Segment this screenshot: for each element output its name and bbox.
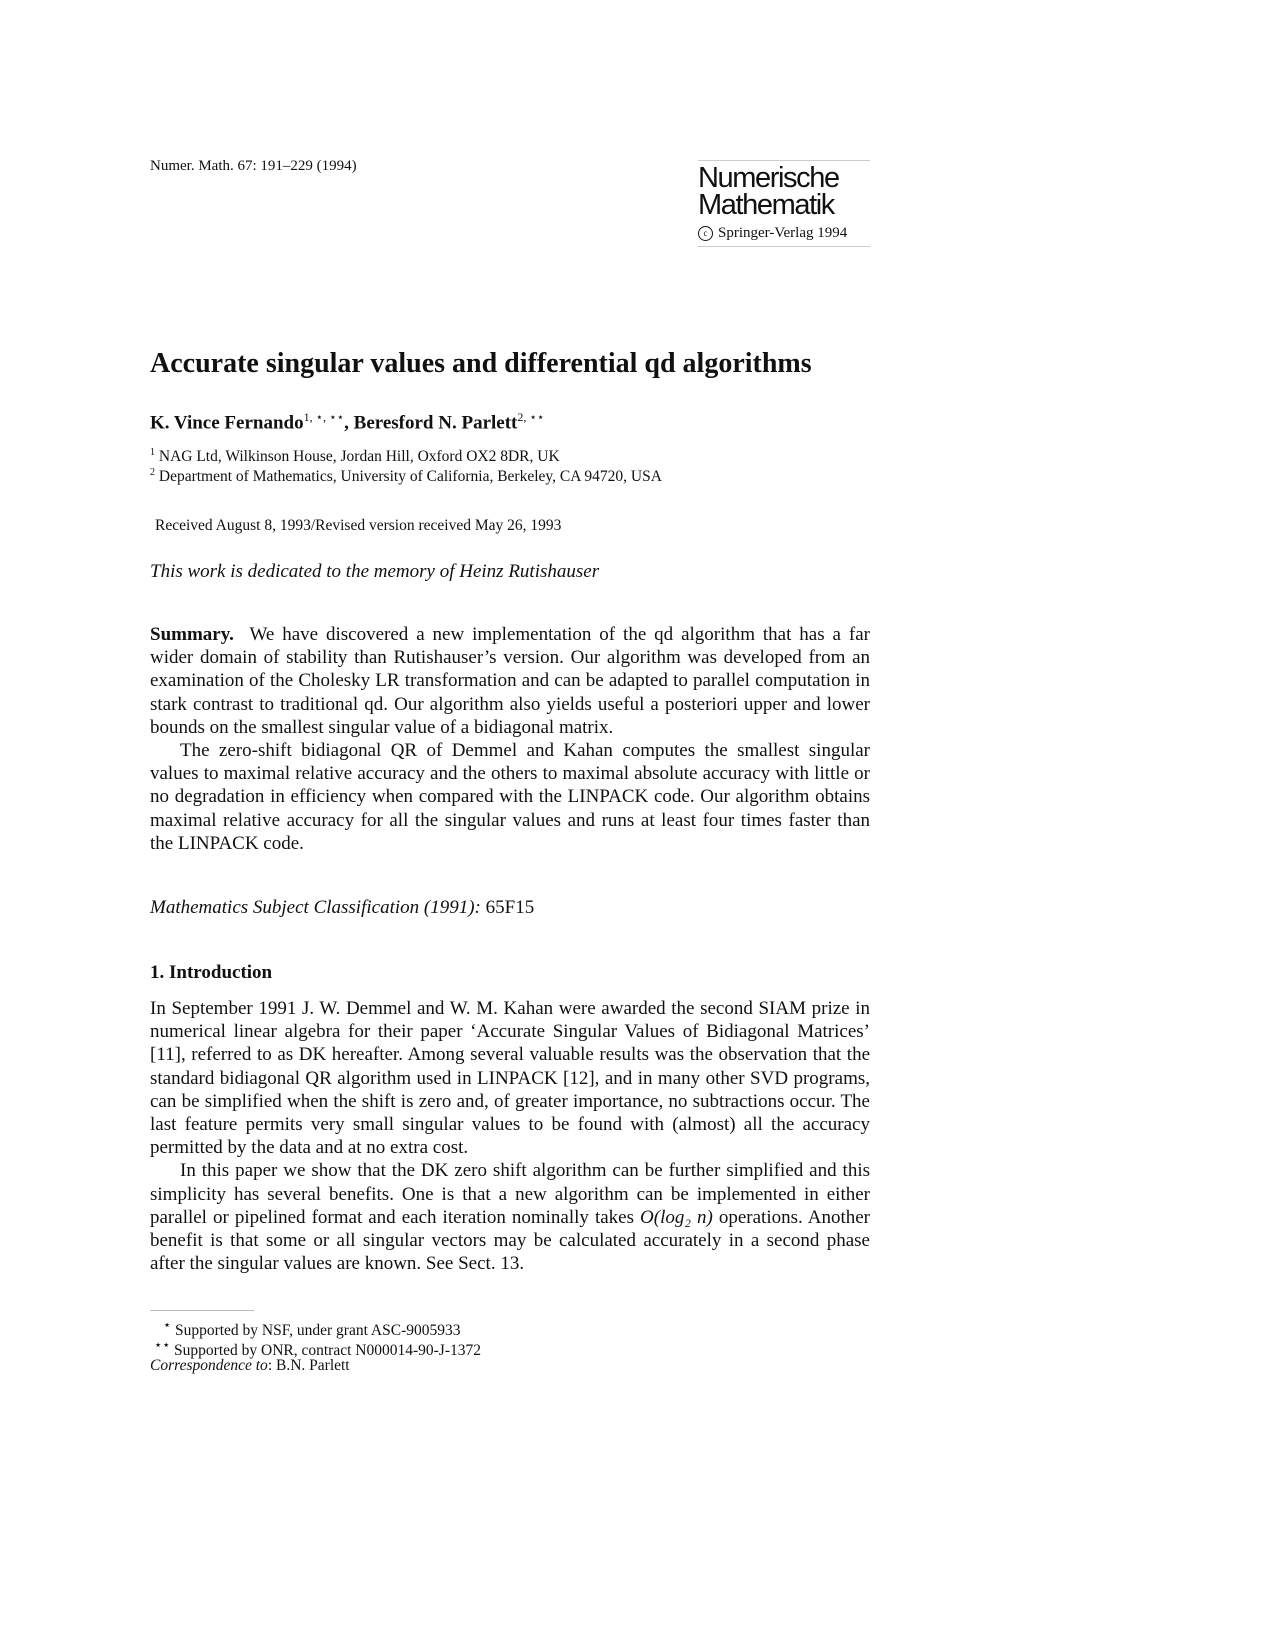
journal-citation: Numer. Math. 67: 191–229 (1994) xyxy=(150,158,357,174)
summary xyxy=(150,623,870,855)
affiliation-mark: 1 xyxy=(150,447,155,458)
author-name: Beresford N. Parlett xyxy=(353,412,518,434)
received-dates: Received August 8, 1993/Revised version received May 26, 1993 xyxy=(155,517,562,534)
body-text: operations. Another benefit is that some or all singular vectors may be calculated accurately in a second phase after the singular values are known. See Sect. 13. xyxy=(150,1206,870,1275)
dedication: This work is dedicated to the memory of Heinz Rutishauser xyxy=(150,561,600,582)
paper-title: Accurate singular values and differential qd algorithms xyxy=(150,348,812,379)
correspondence-label: Correspondence to xyxy=(150,1357,268,1374)
journal-name-line2: Mathematik xyxy=(698,189,834,221)
affiliation xyxy=(150,447,560,466)
copyright-line xyxy=(698,225,870,242)
correspondence-text: : B.N. Parlett xyxy=(267,1357,350,1374)
affiliation-text: NAG Ltd, Wilkinson House, Jordan Hill, Oxford OX2 8DR, UK xyxy=(158,448,560,466)
footnote-text: Supported by NSF, under grant ASC-9005933 xyxy=(174,1322,461,1340)
author-marks: 1, ⋆, ⋆⋆ xyxy=(303,410,345,424)
footnote-rule xyxy=(150,1310,254,1311)
summary-text: We have discovered a new implementation of the qd algorithm that has a far wider domain of stability than Rutishauser’s version. Our algorithm was developed from an examination of the Cholesky LR transformation and can be adapted to parallel computation in stark contrast to traditional qd. Our algorithm also yields useful a posteriori upper and lower bounds on the smallest singular value of a bidiagonal matrix. xyxy=(150,624,870,738)
affiliation-text: Department of Mathematics, University of California, Berkeley, CA 94720, USA xyxy=(158,468,662,486)
affiliation xyxy=(150,467,662,486)
footnote-mark: ⋆ xyxy=(163,1317,172,1332)
copyright-icon: c xyxy=(698,226,713,241)
correspondence xyxy=(150,1357,350,1375)
summary-label: Summary. xyxy=(150,624,234,645)
journal-name-line1: Numerische xyxy=(698,162,839,194)
footnote-mark: ⋆⋆ xyxy=(154,1337,171,1352)
math-expression: O(log₂ n) xyxy=(640,1206,713,1228)
author-marks: 2, ⋆⋆ xyxy=(517,410,545,424)
introduction-body xyxy=(150,997,870,1275)
author-separator: , xyxy=(344,412,354,434)
summary-paragraph xyxy=(150,623,870,739)
copyright-text: Springer-Verlag 1994 xyxy=(718,225,848,241)
section-heading: 1. Introduction xyxy=(150,962,273,983)
summary-paragraph: The zero-shift bidiagonal QR of Demmel and Kahan computes the smallest singular values to maximal relative accuracy and the others to maximal absolute accuracy with little or no degradation in efficiency when compared with the LINPACK code. Our algorithm obtains maximal relative accuracy for all the singular values and runs at least four times faster than the LINPACK code. xyxy=(150,740,870,854)
body-paragraph: In September 1991 J. W. Demmel and W. M. Kahan were awarded the second SIAM prize in numerical linear algebra for their paper ‘Accurate Singular Values of Bidiagonal Matrices’ [11], referred to as DK hereafter. Among several valuable results was the observation that the standard bidiagonal QR algorithm used in LINPACK [12], and in many other SVD programs, can be simplified when the shift is zero and, of greater importance, no subtractions occur. The last feature permits very small singular values to be found with (almost) all the accuracy permitted by the data and at no extra cost. xyxy=(150,998,870,1159)
body-paragraph xyxy=(150,1159,870,1275)
affiliation-mark: 2 xyxy=(150,467,155,478)
msc-label: Mathematics Subject Classification (1991): xyxy=(150,897,481,918)
footnote-text: Supported by ONR, contract N000014-90-J-1372 xyxy=(174,1342,481,1360)
body-text: In this paper we show that the DK zero shift algorithm can be further simplified and this simplicity has several benefits. One is that a new algorithm can be implemented in either parallel or pipelined format and each iteration nominally takes xyxy=(150,1160,870,1228)
msc-value: 65F15 xyxy=(485,897,535,918)
journal-masthead xyxy=(698,160,870,247)
subject-classification xyxy=(150,897,534,919)
author-name: K. Vince Fernando xyxy=(150,412,304,434)
author-line xyxy=(150,410,544,434)
